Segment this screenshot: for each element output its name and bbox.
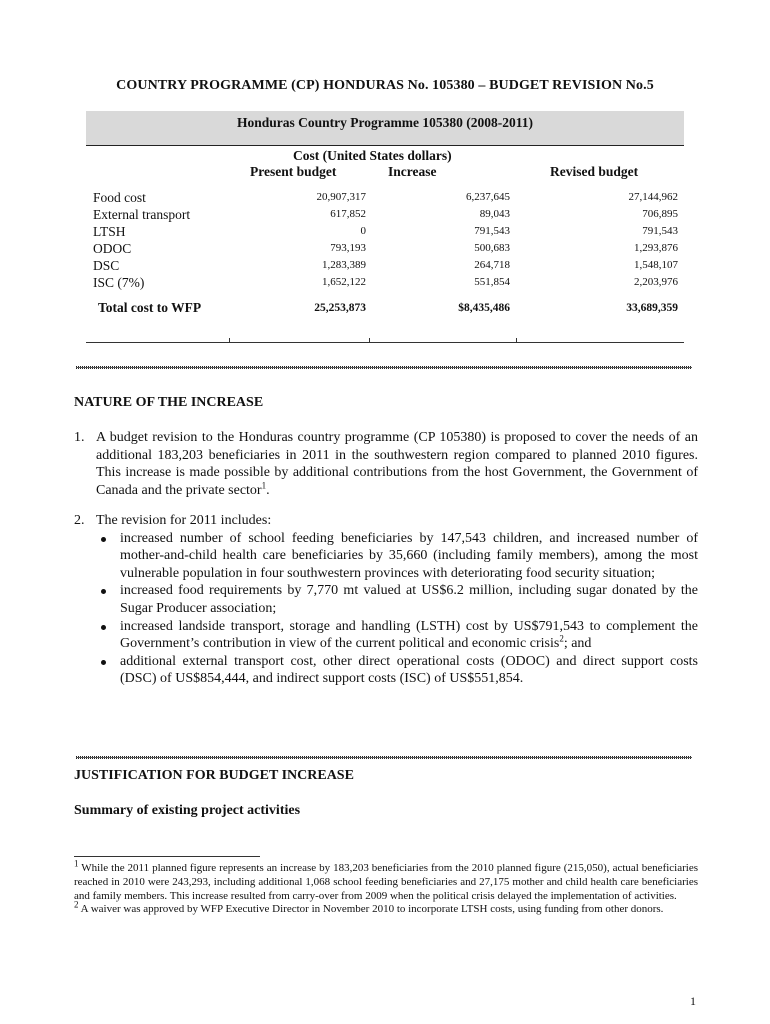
increase-value: 551,854 bbox=[474, 276, 510, 288]
revised-value: 2,203,976 bbox=[634, 276, 678, 288]
present-value: 1,283,389 bbox=[322, 259, 366, 271]
present-value: 1,652,122 bbox=[322, 276, 366, 288]
cost-header: Cost (United States dollars) bbox=[293, 148, 452, 163]
table-row bbox=[86, 224, 684, 241]
row-label: ODOC bbox=[93, 241, 132, 256]
increase-value: 264,718 bbox=[474, 259, 510, 271]
section-heading-justification: JUSTIFICATION FOR BUDGET INCREASE bbox=[74, 768, 354, 783]
row-label: Food cost bbox=[93, 190, 146, 205]
column-tick bbox=[516, 338, 517, 343]
increase-value: 6,237,645 bbox=[466, 191, 510, 203]
increase-value: 89,043 bbox=[479, 208, 510, 220]
col-present-budget: Present budget bbox=[250, 164, 337, 179]
total-label: Total cost to WFP bbox=[98, 300, 202, 315]
list-item: additional external transport cost, other direct operational costs (ODOC) and direct support costs (DSC) of US$854,444, and indirect support costs (ISC) of US$551,854. bbox=[74, 653, 698, 688]
revised-value: 791,543 bbox=[642, 225, 678, 237]
column-tick bbox=[369, 338, 370, 343]
column-headers bbox=[86, 146, 684, 188]
list-item: increased food requirements by 7,770 mt valued at US$6.2 million, including sugar donated by the Sugar Producer association; bbox=[74, 582, 698, 617]
budget-table bbox=[86, 111, 684, 322]
paragraph-intro: The revision for 2011 includes: bbox=[96, 513, 272, 528]
footnote-2: $^2$ A waiver was approved by WFP Executive Director in November 2010 to incorporate LTSH costs, using funding from other donors. bbox=[74, 899, 664, 916]
total-row bbox=[86, 300, 684, 322]
bullet-list bbox=[74, 530, 698, 688]
footnote-1: $^1$ While the 2011 planned figure represents an increase by 183,203 beneficiaries from the 2010 planned figure (215,050), actual beneficiaries reached in 2010 were 243,293, including additional 1,068 school feeding beneficiaries and 27,175 mother and child health care beneficiaries and family members. This increase resulted from carry-over from 2009 when the political crisis delayed the implementation of activities. bbox=[74, 858, 698, 902]
revised-value: 1,293,876 bbox=[634, 242, 678, 254]
total-increase: $8,435,486 bbox=[458, 302, 510, 314]
table-row bbox=[86, 258, 684, 275]
column-tick bbox=[229, 338, 230, 343]
footnotes bbox=[74, 858, 698, 917]
table-row bbox=[86, 207, 684, 224]
present-value: 793,193 bbox=[330, 242, 366, 254]
row-label: External transport bbox=[93, 207, 191, 222]
present-value: 0 bbox=[360, 225, 366, 237]
paragraph-number: 2. bbox=[74, 513, 85, 528]
increase-value: 791,543 bbox=[474, 225, 510, 237]
table-heading: Honduras Country Programme 105380 (2008-2011) bbox=[86, 111, 684, 145]
revised-value: 27,144,962 bbox=[628, 191, 678, 203]
table-bottom-rule bbox=[86, 342, 684, 343]
row-label: ISC (7%) bbox=[93, 275, 145, 290]
revised-value: 706,895 bbox=[642, 208, 678, 220]
paragraph-text: A budget revision to the Honduras country programme (CP 105380) is proposed to cover the needs of an additional 183,203 beneficiaries in 2011 in the southwestern region compared to planned 2010 figures. This increase is made possible by additional contributions from the host Government, the Government of Canada and the private sector$^1$. bbox=[96, 430, 698, 498]
col-revised-budget: Revised budget bbox=[550, 164, 639, 179]
present-value: 20,907,317 bbox=[316, 191, 366, 203]
table-row bbox=[86, 275, 684, 292]
present-value: 617,852 bbox=[330, 208, 366, 220]
col-increase: Increase bbox=[388, 164, 437, 179]
table-row bbox=[86, 241, 684, 258]
list-item: increased number of school feeding beneficiaries by 147,543 children, and increased number of mother-and-child health care beneficiaries by 35,660 (including family members), among the most vulnerable population in four southwestern provinces with deteriorating food security situation; bbox=[74, 530, 698, 583]
row-label: DSC bbox=[93, 258, 120, 273]
increase-value: 500,683 bbox=[474, 242, 510, 254]
document-title: COUNTRY PROGRAMME (CP) HONDURAS No. 105380 – BUDGET REVISION No.5 bbox=[116, 78, 654, 93]
total-revised: 33,689,359 bbox=[626, 302, 678, 314]
subheading-summary: Summary of existing project activities bbox=[74, 803, 301, 818]
footnote-ref: 2 bbox=[559, 633, 564, 644]
footnote-ref: 1 bbox=[261, 480, 267, 491]
total-present: 25,253,873 bbox=[314, 302, 366, 314]
paragraph-number: 1. bbox=[74, 430, 85, 445]
section-divider bbox=[76, 756, 692, 759]
paragraph-2 bbox=[74, 512, 698, 688]
paragraph-1 bbox=[74, 429, 698, 499]
section-heading-nature: NATURE OF THE INCREASE bbox=[74, 395, 264, 410]
revised-value: 1,548,107 bbox=[634, 259, 678, 271]
list-item: increased landside transport, storage and handling (LSTH) cost by US$791,543 to complement the Government’s contribution in view of the current political and economic crisis$^2$; and bbox=[74, 618, 698, 653]
page-number: 1 bbox=[690, 994, 696, 1008]
table-row bbox=[86, 190, 684, 207]
section-divider bbox=[76, 366, 692, 369]
row-label: LTSH bbox=[93, 224, 126, 239]
footnote-rule bbox=[74, 856, 260, 857]
